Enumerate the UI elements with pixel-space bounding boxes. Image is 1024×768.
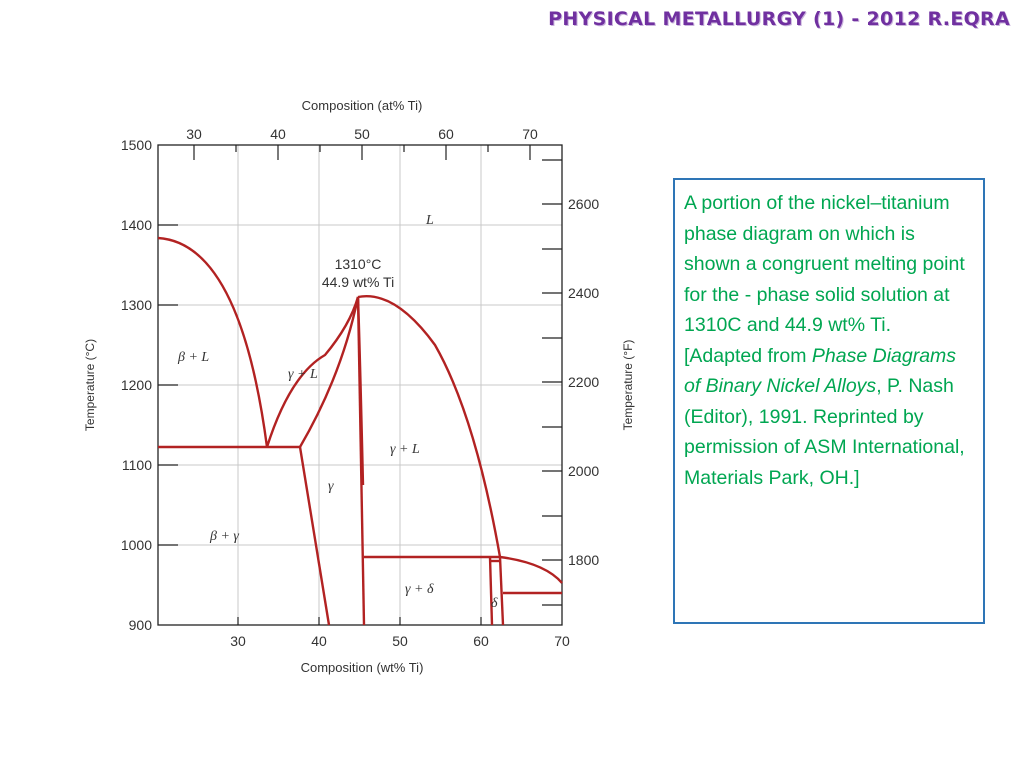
bottom-tick-label: 70	[554, 633, 570, 649]
bottom-tick-label: 50	[392, 633, 408, 649]
top-tick-label: 30	[186, 126, 202, 142]
congruent-comp-label: 44.9 wt% Ti	[321, 274, 395, 290]
region-liquid: L	[426, 213, 434, 228]
left-tick-label: 1400	[120, 217, 152, 233]
right-tick-label: 2400	[568, 285, 600, 301]
caption-part-1: A portion of the nickel–titanium phase diagram on which is shown a congruent melting point for the - phase solid solution at 1310C and 44.9 wt% Ti. [Adapted from	[684, 192, 965, 367]
beta-gamma-solvus	[300, 447, 329, 625]
bottom-tick-label: 30	[230, 633, 246, 649]
top-tick-label: 50	[354, 126, 370, 142]
left-tick-label: 1000	[120, 537, 152, 553]
caption-box	[673, 178, 985, 624]
phase-diagram	[60, 85, 660, 695]
beta-liquidus	[158, 238, 267, 447]
right-tick-label: 2200	[568, 374, 600, 390]
delta-liquidus	[500, 557, 562, 583]
left-tick-label: 1200	[120, 377, 152, 393]
region-delta: δ	[491, 596, 498, 611]
bottom-axis-title: Composition (wt% Ti)	[300, 660, 424, 675]
bottom-tick-label: 40	[311, 633, 327, 649]
region-beta-gamma: β + γ	[210, 529, 239, 544]
left-axis	[121, 137, 178, 633]
left-tick-label: 900	[128, 617, 152, 633]
top-tick-label: 60	[438, 126, 454, 142]
left-tick-label: 1500	[120, 137, 152, 153]
right-axis-title: Temperature (°F)	[621, 339, 635, 431]
caption-part-2: , P. Nash (Editor), 1991. Reprinted by permission of ASM International, Materials Park, OH.]	[684, 375, 965, 489]
caption-source-title: Phase Diagrams of Binary Nickel Alloys	[684, 344, 957, 397]
gamma-liquidus-right	[358, 296, 500, 557]
top-tick-label: 70	[522, 126, 538, 142]
right-tick-label: 2600	[568, 196, 600, 212]
top-axis	[186, 126, 538, 160]
region-beta-liquid: β + L	[178, 350, 210, 365]
region-gamma-liquid-left: γ + L	[288, 367, 318, 382]
right-tick-label: 2000	[568, 463, 600, 479]
top-tick-label: 40	[270, 126, 286, 142]
left-tick-label: 1100	[121, 457, 152, 473]
region-gamma-liquid-right: γ + L	[390, 442, 420, 457]
right-axis	[542, 160, 599, 605]
right-tick-label: 1800	[568, 552, 600, 568]
top-axis-title: Composition (at% Ti)	[301, 98, 423, 113]
slide-header: PHYSICAL METALLURGY (1) - 2012 R.EQRA	[548, 8, 1010, 30]
delta-left	[490, 557, 492, 625]
region-gamma-delta: γ + δ	[405, 582, 434, 597]
caption-text	[684, 188, 974, 493]
bottom-axis	[230, 617, 570, 649]
region-gamma: γ	[328, 479, 334, 494]
congruent-temp-label: 1310°C	[334, 256, 382, 272]
left-axis-title: Temperature (°C)	[83, 338, 97, 432]
bottom-tick-label: 60	[473, 633, 489, 649]
left-tick-label: 1300	[120, 297, 152, 313]
phase-boundaries	[158, 238, 562, 625]
delta-right	[500, 557, 503, 625]
